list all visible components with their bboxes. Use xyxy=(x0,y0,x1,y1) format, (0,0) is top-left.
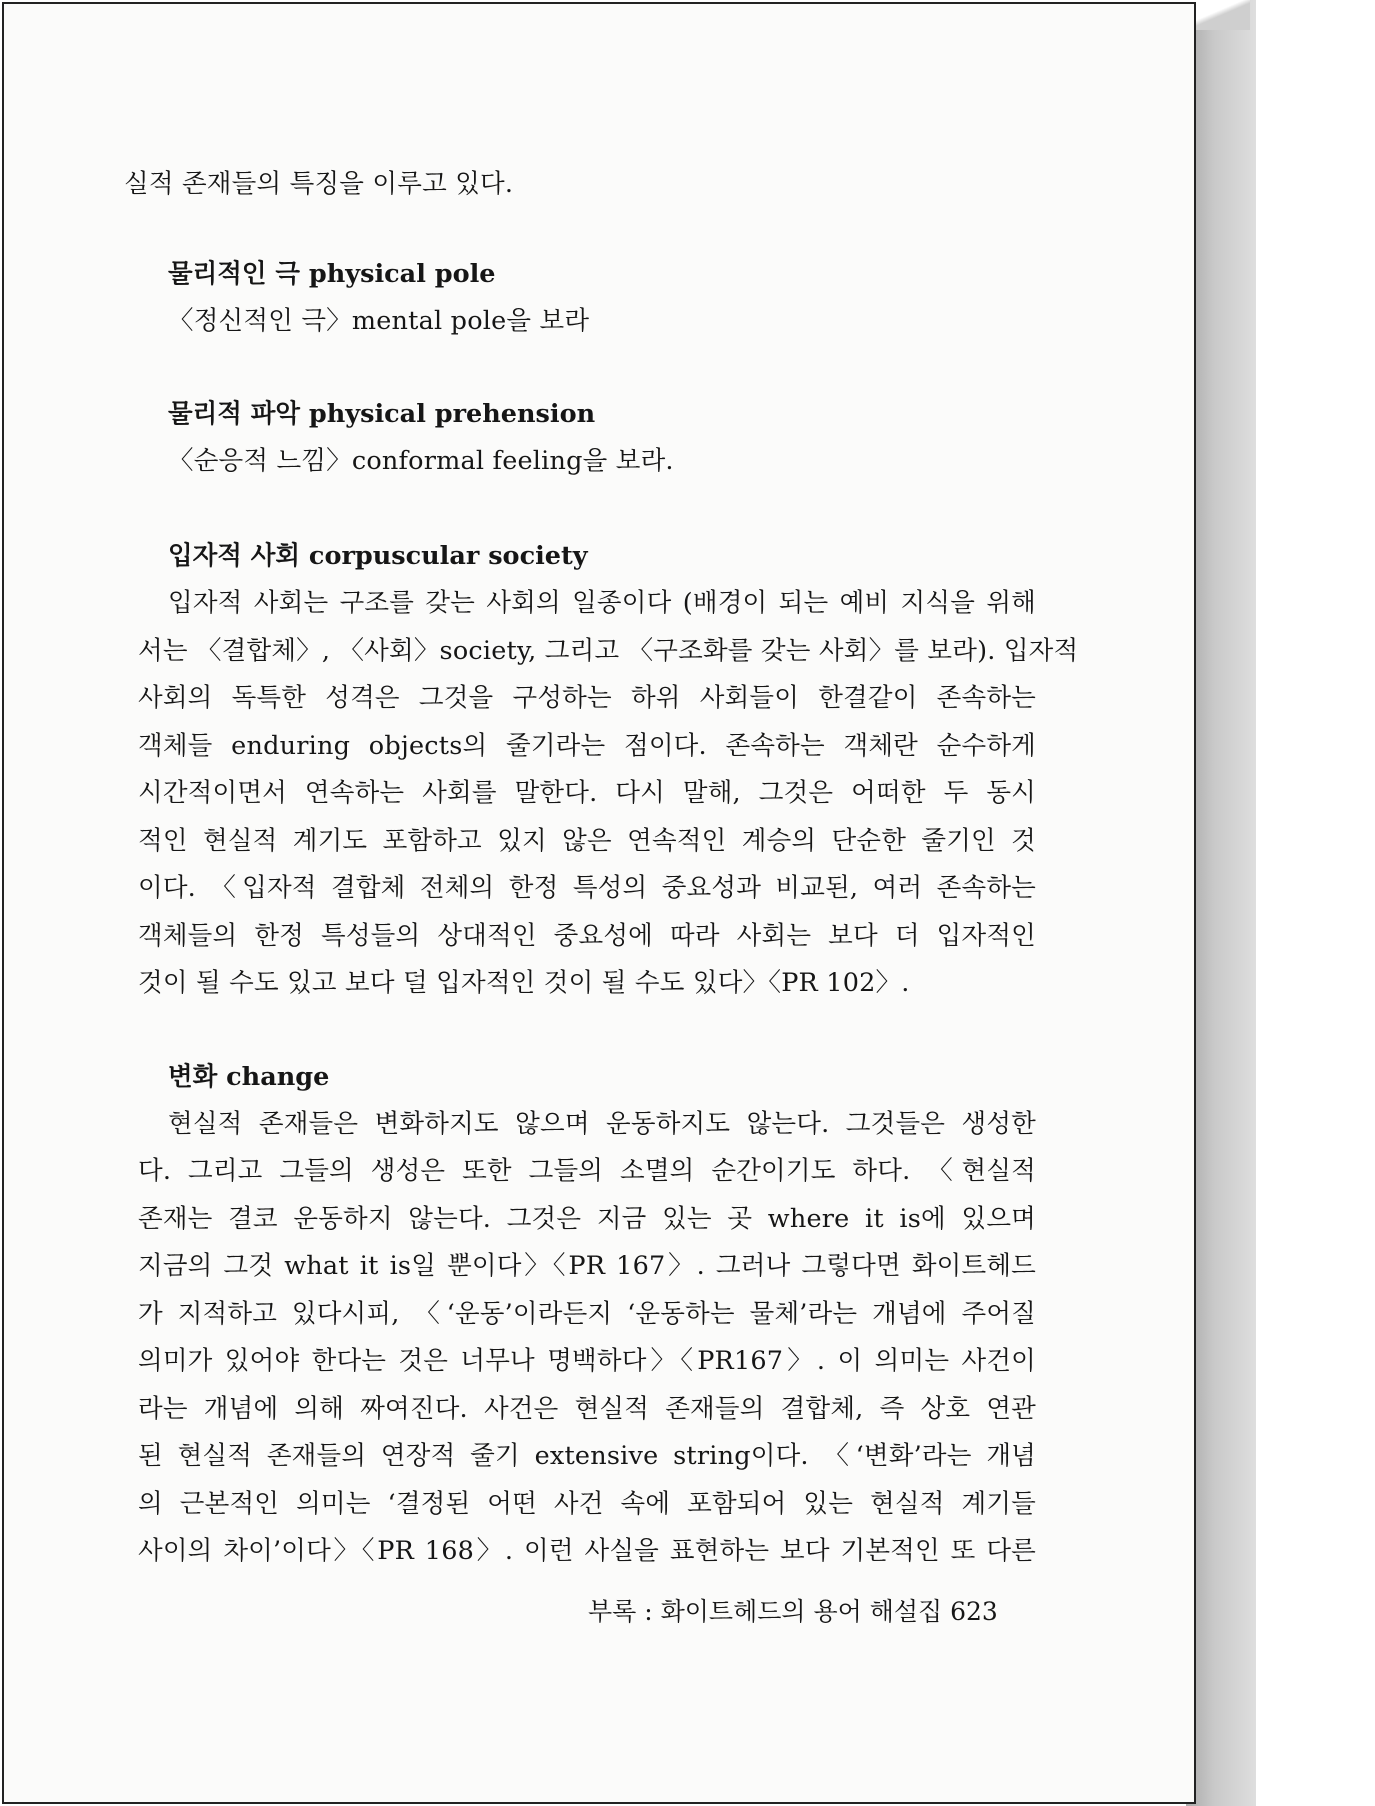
entry-heading-physical-pole: 물리적인 극 physical pole xyxy=(168,259,496,289)
entry-heading-change: 변화 change xyxy=(168,1062,330,1092)
entry-body-line: 의 근본적인 의미는 ‘결정된 어떤 사건 속에 포함되어 있는 현실적 계기들 xyxy=(138,1489,1036,1519)
entry-body-line: 서는 〈결합체〉, 〈사회〉society, 그리고 〈구조화를 갖는 사회〉를 보라). 입자적 xyxy=(138,636,1079,666)
entry-body-line: 〈정신적인 극〉mental pole을 보라 xyxy=(168,306,590,336)
entry-body-line: 된 현실적 존재들의 연장적 줄기 extensive string이다. 〈‘변화’라는 개념 xyxy=(138,1441,1036,1471)
intro-line: 실적 존재들의 특징을 이루고 있다. xyxy=(124,169,514,199)
running-footer-page-number: 부록 : 화이트헤드의 용어 해설집 623 xyxy=(588,1597,998,1626)
entry-body-line: 의미가 있어야 한다는 것은 너무나 명백하다〉〈PR167〉. 이 의미는 사건이 xyxy=(138,1346,1036,1376)
entry-body-line: 사회의 독특한 성격은 그것을 구성하는 하위 사회들이 한결같이 존속하는 xyxy=(138,683,1036,713)
entry-body-line: 객체들 enduring objects의 줄기라는 점이다. 존속하는 객체란 순수하게 xyxy=(138,731,1036,761)
entry-body-line: 사이의 차이’이다〉〈PR 168〉. 이런 사실을 표현하는 보다 기본적인 또 다른 xyxy=(138,1536,1036,1566)
entry-body-line: 존재는 결코 운동하지 않는다. 그것은 지금 있는 곳 where it is에 있으며 xyxy=(138,1204,1036,1234)
book-page-edge-shadow xyxy=(1186,0,1256,1806)
entry-body-line: 현실적 존재들은 변화하지도 않으며 운동하지도 않는다. 그것들은 생성한 xyxy=(168,1109,1036,1139)
entry-body-line: 적인 현실적 계기도 포함하고 있지 않은 연속적인 계승의 단순한 줄기인 것 xyxy=(138,826,1036,856)
entry-body-line: 것이 될 수도 있고 보다 덜 입자적인 것이 될 수도 있다〉〈PR 102〉. xyxy=(138,968,910,998)
entry-body-line: 시간적이면서 연속하는 사회를 말한다. 다시 말해, 그것은 어떠한 두 동시 xyxy=(138,778,1036,808)
entry-body-line: 이다. 〈입자적 결합체 전체의 한정 특성의 중요성과 비교된, 여러 존속하는 xyxy=(138,873,1036,903)
entry-body-line: 〈순응적 느낌〉conformal feeling을 보라. xyxy=(168,446,674,476)
entry-body-line: 다. 그리고 그들의 생성은 또한 그들의 소멸의 순간이기도 하다. 〈현실적 xyxy=(138,1156,1036,1186)
entry-heading-corpuscular-society: 입자적 사회 corpuscular society xyxy=(168,541,588,571)
book-page xyxy=(2,2,1196,1804)
entry-body-line: 입자적 사회는 구조를 갖는 사회의 일종이다 (배경이 되는 예비 지식을 위해 xyxy=(168,588,1036,618)
entry-body-line: 가 지적하고 있다시피, 〈‘운동’이라든지 ‘운동하는 물체’라는 개념에 주어질 xyxy=(138,1299,1036,1329)
entry-body-line: 지금의 그것 what it is일 뿐이다〉〈PR 167〉. 그러나 그렇다면 화이트헤드 xyxy=(138,1251,1036,1281)
entry-heading-physical-prehension: 물리적 파악 physical prehension xyxy=(168,399,596,429)
entry-body-line: 라는 개념에 의해 짜여진다. 사건은 현실적 존재들의 결합체, 즉 상호 연관 xyxy=(138,1394,1036,1424)
entry-body-line: 객체들의 한정 특성들의 상대적인 중요성에 따라 사회는 보다 더 입자적인 xyxy=(138,921,1036,951)
